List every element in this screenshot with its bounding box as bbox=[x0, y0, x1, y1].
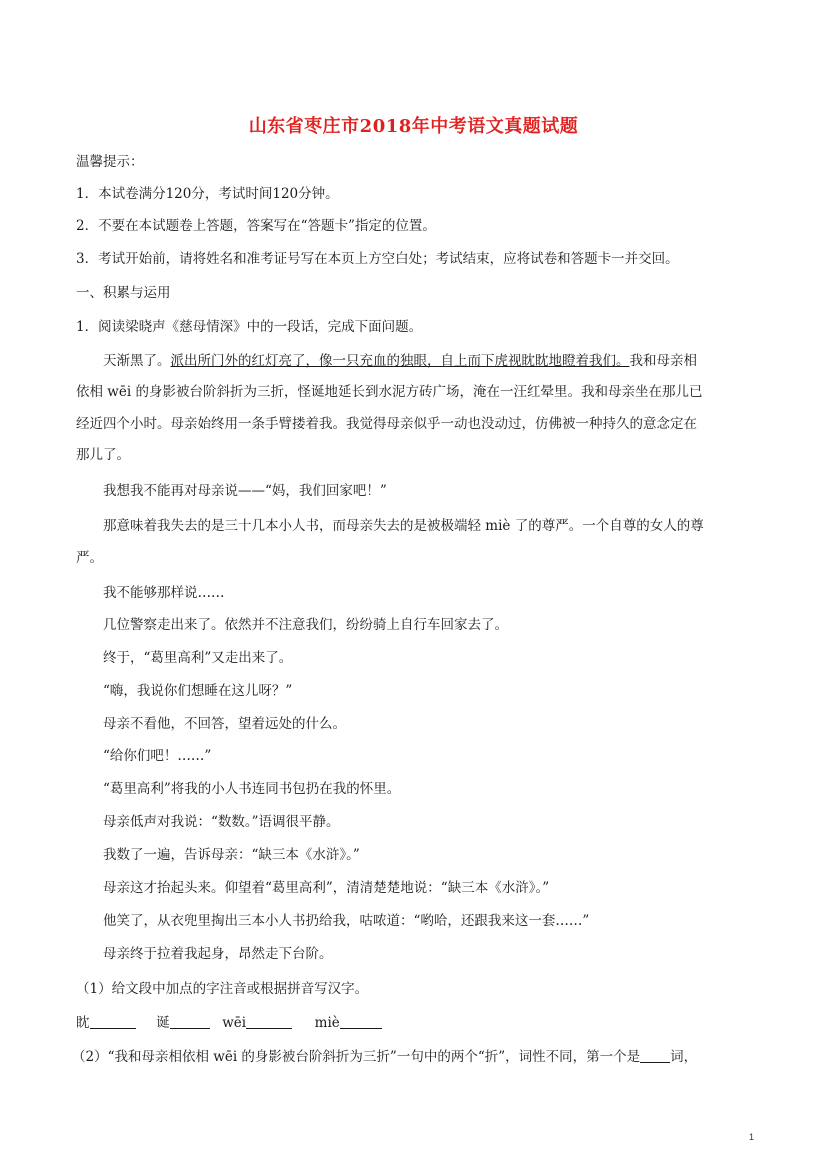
sub-question-2-tail: 词， bbox=[670, 1049, 698, 1065]
answer-blank[interactable] bbox=[246, 1014, 292, 1029]
passage-paragraph-5: 几位警察走出来了。依然并不注意我们，纷纷骑上自行车回家去了。 bbox=[103, 617, 508, 633]
answer-blank[interactable] bbox=[640, 1048, 670, 1063]
tip-item-1: 1．本试卷满分120分，考试时间120分钟。 bbox=[76, 186, 339, 202]
passage-paragraph-13: 母亲这才抬起头来。仰望着“葛里高利”，清清楚楚地说：“缺三本《水浒》。” bbox=[103, 880, 550, 896]
passage-paragraph-14: 他笑了，从衣兜里掏出三本小人书扔给我，咕哝道：“哟哈，还跟我来这一套……” bbox=[103, 913, 590, 929]
passage-paragraph-11: 母亲低声对我说：“数数。”语调很平静。 bbox=[103, 814, 340, 830]
passage-text: 天渐黑了。 bbox=[103, 353, 171, 369]
sub-question-2-prompt bbox=[72, 1047, 769, 1067]
answer-blank[interactable] bbox=[90, 1014, 136, 1029]
passage-paragraph-2: 我想我不能再对母亲说——“妈，我们回家吧！” bbox=[103, 483, 387, 499]
passage-paragraph-1-line-4: 那儿了。 bbox=[76, 447, 130, 463]
answer-blank[interactable] bbox=[340, 1014, 382, 1029]
question-1-prompt: 1．阅读梁晓声《慈母情深》中的一段话，完成下面问题。 bbox=[76, 319, 423, 335]
blank-label: 眈 bbox=[76, 1015, 90, 1031]
sub-question-1-prompt: （1）给文段中加点的字注音或根据拼音写汉字。 bbox=[76, 981, 369, 997]
passage-paragraph-9: “给你们吧！……” bbox=[103, 748, 212, 764]
page-number: 1 bbox=[748, 1132, 754, 1142]
passage-text: 我和母亲相 bbox=[629, 353, 697, 369]
blank-label: miè bbox=[314, 1015, 340, 1031]
answer-blank[interactable] bbox=[170, 1014, 210, 1029]
passage-paragraph-3-line-2: 严。 bbox=[76, 550, 103, 566]
section-heading: 一、积累与运用 bbox=[76, 285, 171, 301]
passage-paragraph-4: 我不能够那样说…… bbox=[103, 585, 225, 601]
blank-label: 诞 bbox=[156, 1015, 170, 1031]
passage-paragraph-8: 母亲不看他，不回答，望着远处的什么。 bbox=[103, 716, 346, 732]
tip-item-3: 3．考试开始前，请将姓名和准考证号写在本页上方空白处；考试结束，应将试卷和答题卡一并交回。 bbox=[76, 251, 679, 267]
passage-paragraph-7: “嗨，我说你们想睡在这儿呀？” bbox=[103, 683, 293, 699]
passage-paragraph-15: 母亲终于拉着我起身，昂然走下台阶。 bbox=[103, 946, 333, 962]
passage-paragraph-1-line-1 bbox=[103, 351, 767, 371]
passage-paragraph-6: 终于，“葛里高利”又走出来了。 bbox=[103, 650, 293, 666]
tip-item-2: 2．不要在本试题卷上答题，答案写在“答题卡”指定的位置。 bbox=[76, 218, 436, 234]
passage-paragraph-10: “葛里高利”将我的小人书连同书包扔在我的怀里。 bbox=[103, 781, 401, 797]
passage-paragraph-3-line-1: 那意味着我失去的是三十几本小人书，而母亲失去的是被极端轻 miè 了的尊严。一个自尊的女人的尊 bbox=[103, 518, 704, 534]
page-title: 山东省枣庄市2018年中考语文真题试题 bbox=[248, 116, 579, 137]
underlined-sentence: 派出所门外的红灯亮了，像一只充血的独眼，自上而下虎视眈眈地瞪着我们。 bbox=[170, 353, 630, 369]
sub-question-2-text: （2）“我和母亲相依相 wēi 的身影被台阶斜折为三折”一句中的两个“折”，词性不同，第一个是 bbox=[72, 1049, 641, 1065]
passage-paragraph-1-line-3: 经近四个小时。母亲始终用一条手臂搂着我。我觉得母亲似乎一动也没动过，仿佛被一种持久的意念定在 bbox=[76, 416, 697, 432]
tips-heading: 温馨提示： bbox=[76, 154, 144, 170]
passage-paragraph-1-line-2: 依相 wēi 的身影被台阶斜折为三折，怪诞地延长到水泥方砖广场，淹在一汪红晕里。我和母亲坐在那儿已 bbox=[76, 384, 703, 400]
passage-paragraph-12: 我数了一遍，告诉母亲：“缺三本《水浒》。” bbox=[103, 847, 360, 863]
sub-question-1-blanks bbox=[76, 1013, 767, 1033]
blank-label: wēi bbox=[222, 1015, 247, 1031]
